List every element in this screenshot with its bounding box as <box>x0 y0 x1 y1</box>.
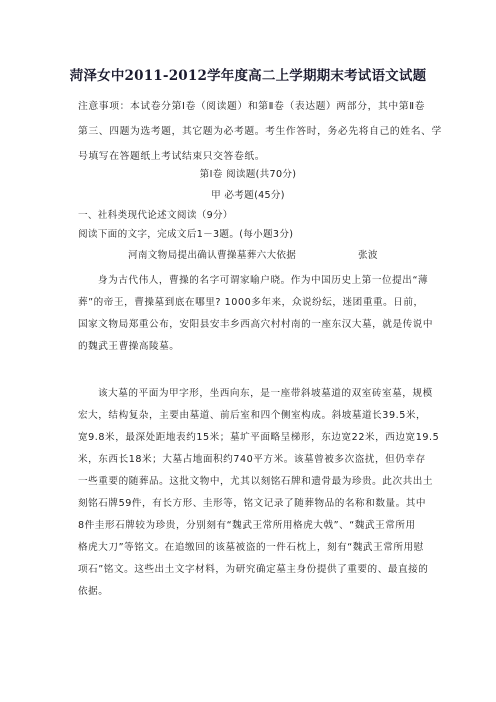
paragraph2-line-10: 依据。 <box>78 586 109 597</box>
paragraph1-line-3: 国家文物局郑重公布，安阳县安丰乡西高穴村村南的一座东汉大墓，就是传说中 <box>78 319 434 330</box>
article-title: 河南文物局提出确认曹操墓葬六大依据 <box>128 250 297 261</box>
paragraph2-line-4: 米，东西长18米；大墓占地面积约740平方米。该墓曾被多次盗扰，但仍幸存 <box>78 454 426 465</box>
article-author: 张波 <box>358 250 378 261</box>
paragraph1-line-4: 的魏武王曹操高陵墓。 <box>78 341 180 352</box>
paragraph2-line-6: 刻铭石牌59件，有长方形、圭形等，铭文记录了随葬物品的名称和数量。其中 <box>78 498 427 509</box>
section-a-heading: 甲 必考题(45分) <box>211 190 285 201</box>
notice-line-1: 注意事项：本试卷分第Ⅰ卷（阅读题）和第Ⅱ卷（表达题）两部分，其中第Ⅱ卷 <box>78 101 426 112</box>
document-title: 菏泽女中2011-2012学年度高二上学期期末考试语文试题 <box>69 68 427 84</box>
question1-heading: 一、社科类现代论述文阅读（9分） <box>78 210 233 221</box>
notice-line-2: 第三、四题为选考题，其它题为必考题。考生作答时，务必先将自己的姓名、学 <box>78 126 442 137</box>
paragraph2-line-9: 项石”铭文。这些出土文字材料，为研究确定墓主身份提供了重要的、最直接的 <box>78 564 429 575</box>
question1-instruction: 阅读下面的文字，完成文后1－3题。(每小题3分) <box>78 229 294 240</box>
paragraph2-line-2: 宏大，结构复杂，主要由墓道、前后室和四个侧室构成。斜坡墓道长39.5米， <box>78 410 427 421</box>
paragraph2-line-5: 一些重要的随葬品。这批文物中，尤其以刻铭石牌和遗骨最为珍贵。此次共出土 <box>78 476 434 487</box>
paragraph2-line-1: 该大墓的平面为甲字形，坐西向东，是一座带斜坡墓道的双室砖室墓，规模 <box>98 388 433 399</box>
paragraph1-line-1: 身为古代伟人，曹操的名字可谓家喻户晓。作为中国历史上第一位提出“薄 <box>98 275 429 286</box>
part1-heading: 第Ⅰ卷 阅读题(共70分) <box>199 169 297 180</box>
notice-line-3: 号填写在答题纸上考试结束只交答卷纸。 <box>78 151 266 162</box>
paragraph2-line-3: 宽9.8米，最深处距地表约15米；墓圹平面略呈梯形，东边宽22米，西边宽19.5 <box>78 432 440 443</box>
paragraph1-line-2: 葬”的帝王，曹操墓到底在哪里? 1000多年来，众说纷纭，迷团重重。日前， <box>78 297 424 308</box>
paragraph2-line-7: 8件圭形石牌较为珍贵，分别刻有“魏武王常所用格虎大戟”、“魏武王常所用 <box>78 520 416 531</box>
paragraph2-line-8: 格虎大刀”等铭文。在追缴回的该墓被盗的一件石枕上，刻有“魏武王常所用慰 <box>78 542 424 553</box>
